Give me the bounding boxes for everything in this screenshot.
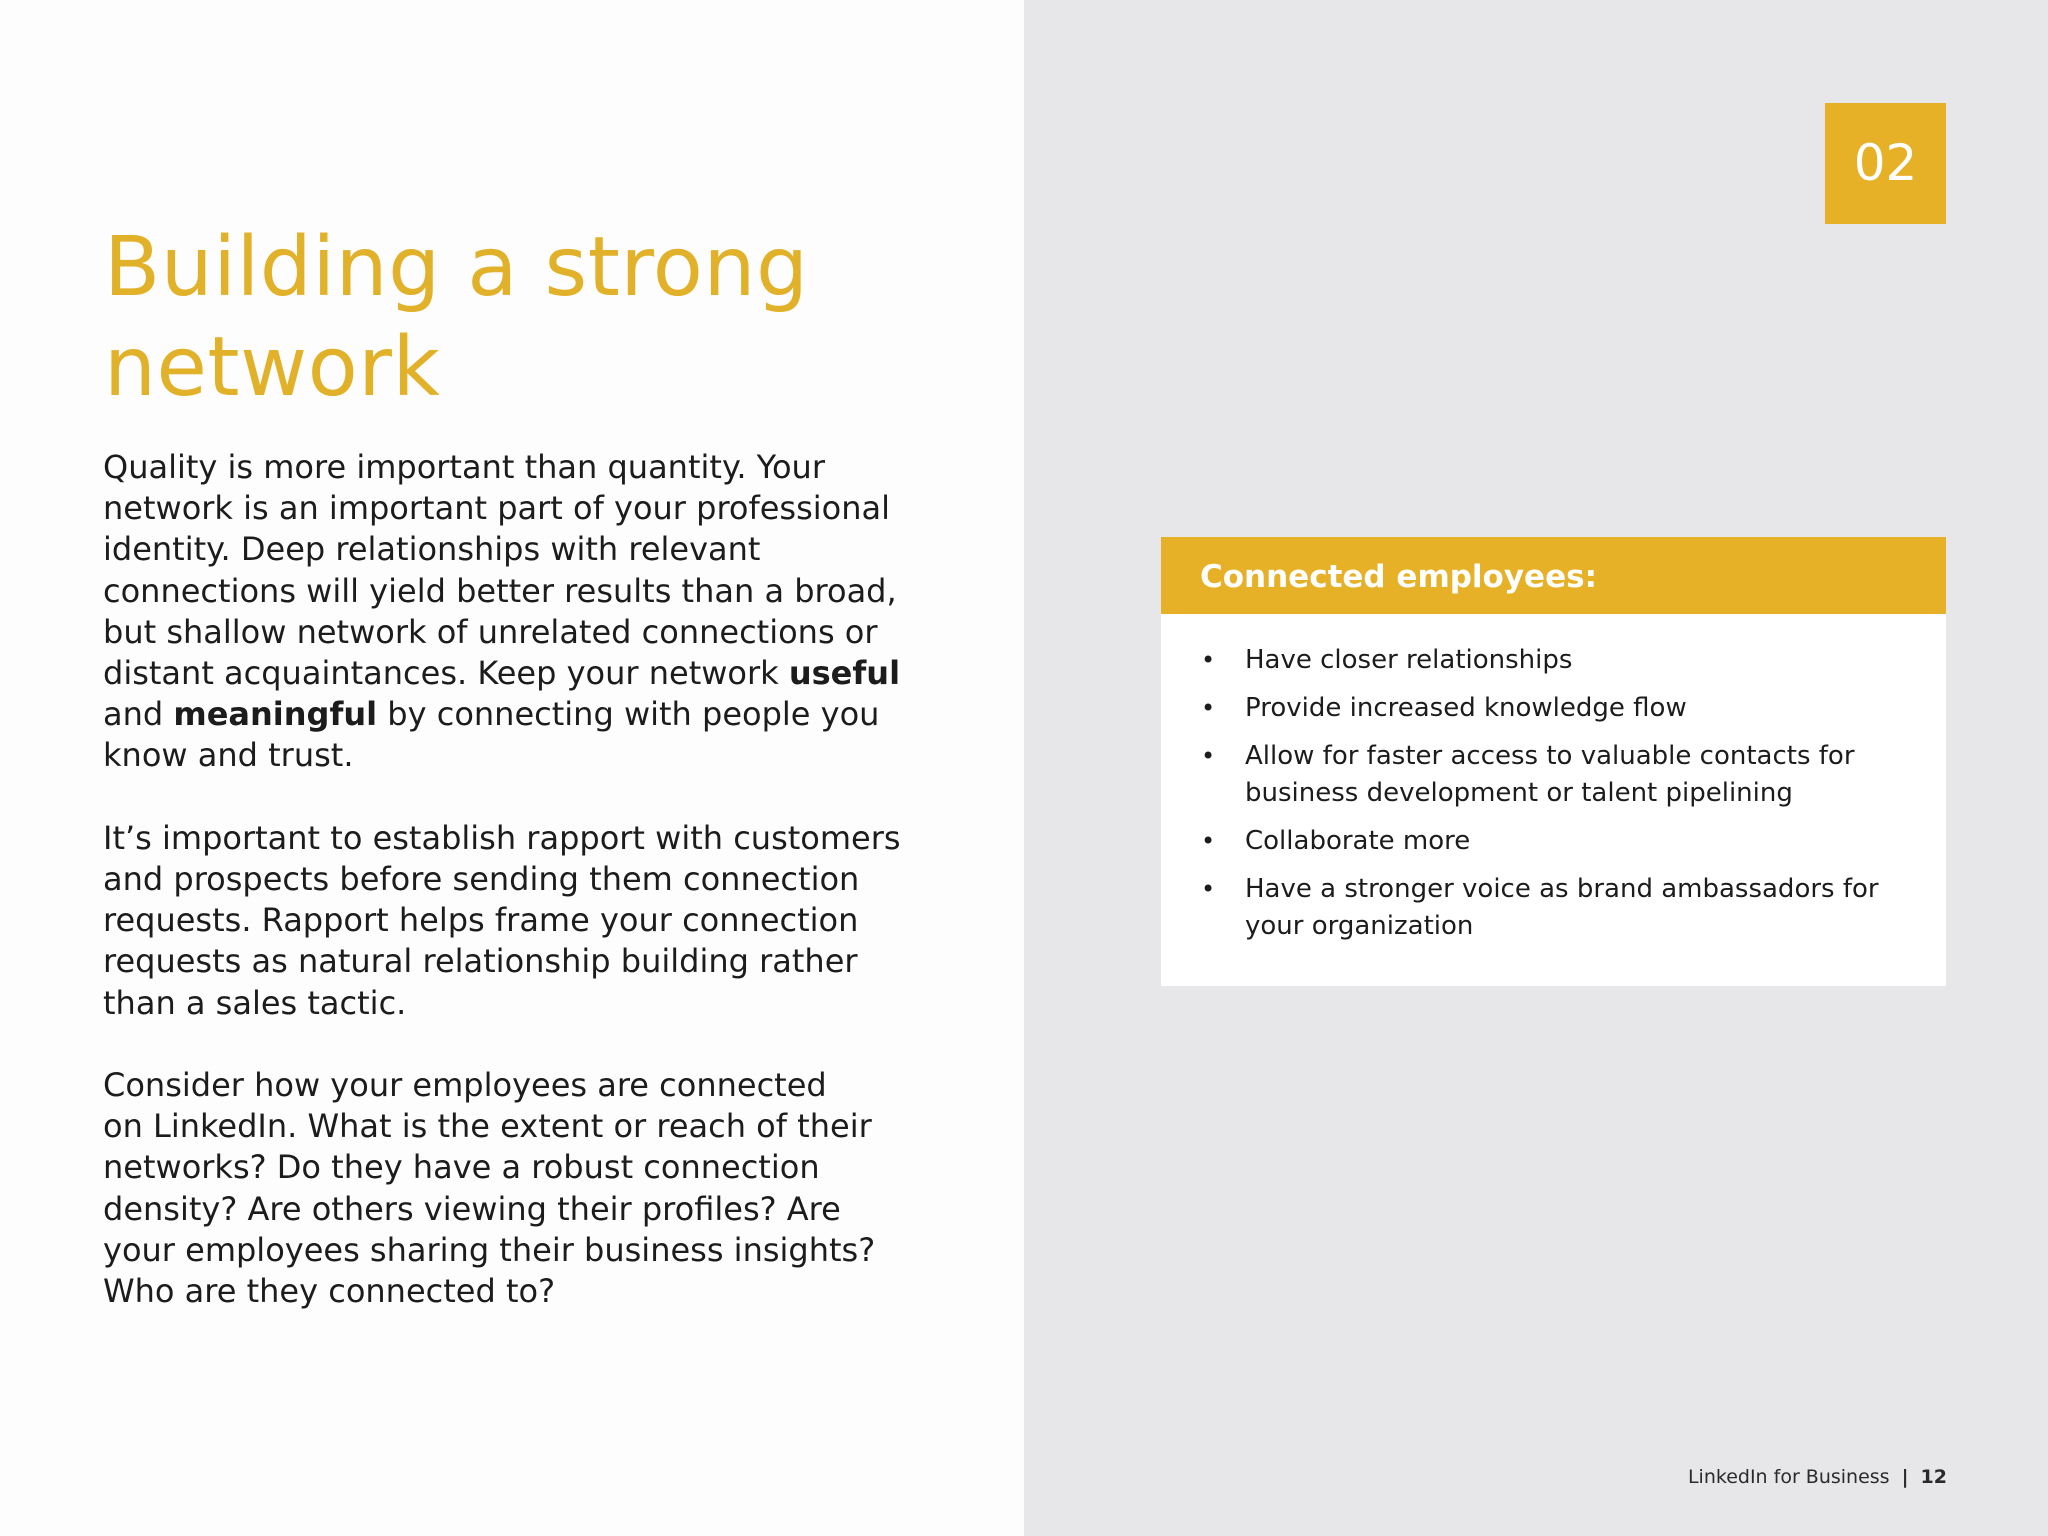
text-line: requests. Rapport helps frame your connection (103, 901, 859, 940)
text-line: on LinkedIn. What is the extent or reach of their (103, 1107, 872, 1146)
bullet-icon: • (1201, 646, 1216, 674)
paragraph-employees (103, 1065, 903, 1312)
page-title-line: Building a strong (104, 220, 809, 315)
bullet-icon: • (1201, 875, 1216, 903)
benefits-list (1161, 614, 1946, 945)
list-item (1161, 871, 1946, 945)
paragraph-quality (103, 447, 903, 777)
text-line: Who are they connected to? (103, 1272, 556, 1311)
section-number-badge: 02 (1825, 103, 1946, 224)
text-segment: distant acquaintances. Keep your network (103, 654, 789, 693)
list-item (1161, 690, 1946, 727)
text-line (103, 694, 903, 735)
footer-separator: | (1901, 1466, 1909, 1488)
emphasis-useful: useful (788, 654, 901, 693)
text-segment: and (103, 695, 174, 734)
list-item (1161, 642, 1946, 679)
list-item-text: your organization (1245, 911, 1474, 941)
bullet-icon: • (1201, 742, 1216, 770)
emphasis-meaningful: meaningful (173, 695, 378, 734)
page-number: 12 (1920, 1466, 1947, 1488)
list-item-text: Have closer relationships (1245, 645, 1573, 675)
text-line (103, 653, 903, 694)
list-item-text: Have a stronger voice as brand ambassadors for (1245, 874, 1879, 904)
text-line: than a sales tactic. (103, 983, 407, 1022)
bullet-icon: • (1201, 694, 1216, 722)
list-item (1161, 738, 1946, 812)
list-item (1161, 823, 1946, 860)
text-line: and prospects before sending them connection (103, 860, 860, 899)
text-line: networks? Do they have a robust connection (103, 1148, 820, 1187)
page-title (104, 218, 904, 418)
card-header: Connected employees: (1161, 537, 1946, 614)
footer-brand: LinkedIn for Business (1687, 1466, 1890, 1488)
list-item-text: Allow for faster access to valuable contacts for (1245, 741, 1855, 771)
bullet-icon: • (1201, 827, 1216, 855)
list-item-text: Collaborate more (1245, 826, 1471, 856)
paragraph-rapport (103, 818, 903, 1024)
list-item-text: Provide increased knowledge flow (1245, 693, 1687, 723)
text-line: Quality is more important than quantity. Your (103, 448, 825, 486)
text-line: but shallow network of unrelated connections or (103, 612, 878, 651)
page-title-line: network (104, 320, 441, 415)
page-footer (1688, 1466, 1947, 1488)
list-item-text: business development or talent pipelining (1245, 778, 1793, 808)
text-segment: by connecting with people you (377, 695, 880, 734)
text-line: Consider how your employees are connected (103, 1066, 827, 1105)
text-line: identity. Deep relationships with relevant (103, 530, 761, 569)
connected-employees-card (1161, 537, 1946, 986)
text-line: know and trust. (103, 736, 354, 775)
text-line: connections will yield better results than a broad, (103, 571, 897, 610)
text-line: density? Are others viewing their profiles? Are (103, 1189, 841, 1228)
text-line: network is an important part of your professional (103, 489, 891, 528)
text-line: It’s important to establish rapport with customers (103, 818, 901, 857)
body-text (103, 447, 903, 1353)
text-line: your employees sharing their business insights? (103, 1230, 876, 1269)
text-line: requests as natural relationship building rather (103, 942, 858, 981)
